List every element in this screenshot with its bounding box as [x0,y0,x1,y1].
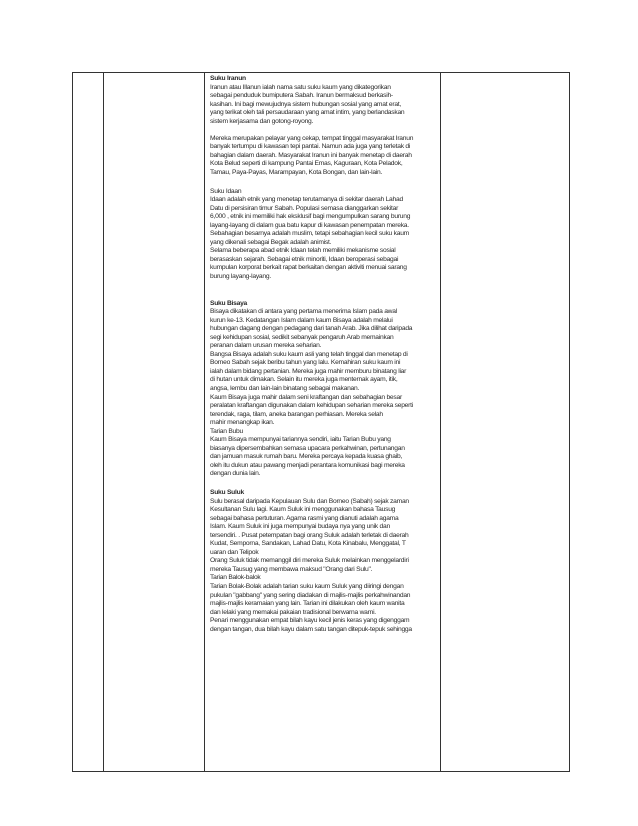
text-line: uaran dan Telipok [210,548,259,556]
section [210,489,495,634]
text-line: Borneo Sabah sejak beribu tahun yang lalu. Kemahiran suku kaum ini [210,359,401,367]
text-line: Kota Belud seperti di kampung Pantai Emas, Kaguraan, Kota Peladok, [210,160,403,168]
text-line: tersendiri. . Pusat petempatan bagi orang Suluk adalah terletak di daerah [210,531,409,539]
table-cell-content [210,75,495,634]
text-line: Sebahagian besarnya adalah muslim, tetapi sebahagian kecil suku kaum [210,230,409,238]
text-line: sistem kerjasama dan gotong-royong. [210,117,314,125]
text-line: kurun ke-13. Kedatangan Islam dalam kaum Bisaya adalah melalui [210,316,393,324]
paragraph [210,135,495,178]
text-line: sebagai bahasa pertuturan. Agama rasmi yang dianuti adalah agama [210,514,399,522]
text-line: banyak tertumpu di kawasan tepi pantai. Namun ada juga yang terletak di [210,143,411,151]
text-line: Islam. Kaum Suluk ini juga mempunyai budaya nya yang unik dan [210,523,390,531]
text-line: oleh itu dukun atau pawang menjadi perantara komunikasi bagi mereka [210,461,405,469]
text-line: Kaum Bisaya juga mahir dalam seni kraftangan dan sebahagian besar [210,393,402,401]
text-line: yang dikenali sebagai Begak adalah animist. [210,238,332,246]
text-line: dengan dunia lain. [210,470,261,478]
text-line: Bisaya dikatakan di antara yang pertama menerima Islam pada awal [210,308,397,316]
text-line: layang-layang di dalam gua batu kapur di kawasan penempatan mereka. [210,221,409,229]
section [210,188,495,282]
text-line: peranan dalam urusan mereka seharian. [210,342,322,350]
column-divider [204,73,205,771]
text-line: sebagai penduduk bumiputera Sabah. Iranun bermaksud berkasih- [210,92,393,100]
text-line: 6,000 , etnik ini memiliki hak eksklusif bagi mengumpulkan sarang burung [210,213,411,221]
document-table [72,72,570,772]
text-line: peralatan kraftangan digunakan dalam kehidupan seharian mereka seperti [210,402,413,410]
section-title: Suku Suluk [210,489,244,497]
text-line: majlis-majlis keramaian yang lain. Tarian ini dilakukan oleh kaum wanita [210,600,405,608]
text-line: Tarian Bubu [210,427,243,435]
text-line: Orang Suluk tidak memanggil diri mereka Suluk melainkan menggelardiri [210,557,409,565]
text-line: kasihan. Ini bagi mewujudnya sistem hubungan sosial yang amat erat, [210,100,402,108]
text-line: dan lelaki yang memakai pakaian tradisional berwarna warni. [210,608,376,616]
text-line: dengan tangan, dua bilah kayu dalam satu tangan ditepuk-tepuk sehingga [210,625,412,633]
text-line: Mereka merupakan pelayar yang cekap, tempat tinggal masyarakat Iranun [210,134,414,142]
text-line: Kaum Bisaya mempunyai tariannya sendiri, iaitu Tarian Bubu yang [210,436,391,444]
paragraph [210,498,495,635]
text-line: Tamau, Paya-Payas, Marampayan, Kota Bongan, dan lain-lain. [210,168,383,176]
text-line: Tarian Balok-balok [210,574,261,582]
text-line: Datu di persisiran timur Sabah. Populasi semasa dianggarkan sekitar [210,204,399,212]
section-title: Suku Iranun [210,75,246,82]
text-line: ialah dalam bidang pertanian. Mereka juga mahir memburu binatang liar [210,367,407,375]
text-line: yang terikat oleh tali persaudaraan yang amat intim, yang berlandaskan [210,109,405,117]
text-line: Tarian Bolak-Bolak adalah tarian suku kaum Suluk yang diiringi dengan [210,583,404,591]
text-line: Selama beberapa abad etnik Idaan telah memiliki mekanisme sosial [210,247,396,255]
text-line: pukulan "gabbang" yang sering diadakan di majlis-majlis perkahwinandan [210,591,411,599]
text-line: angsa, lembu dan lain-lain binatang sebagai makanan. [210,385,360,392]
column-divider [103,73,104,771]
text-line: dan jamuan masuk rumah baru. Mereka percaya kepada kuasa ghaib, [210,453,403,461]
section [210,75,495,178]
text-line: Kesultanan Sulu lagi. Kaum Suluk ini menggunakan bahasa Tausug [210,506,396,514]
text-line: terendak, raga, tilam, aneka barangan perhiasan. Mereka selah [210,410,383,418]
text-line: Iranun atau Illanun ialah nama satu suku kaum yang dikategorikan [210,83,391,91]
section-title: Suku Idaan [210,187,242,195]
text-line: mereka Tausug yang membawa maksud "Orang dari Sulu". [210,565,373,573]
section-title: Suku Bisaya [210,299,248,307]
paragraph [210,196,495,281]
text-line: Idaan adalah etnik yang menetap terutamanya di sekitar daerah Lahad [210,196,403,204]
text-line: Bangsa Bisaya adalah suku kaum asli yang telah tinggal dan menetap di [210,350,408,358]
text-line: mahir menangkap ikan. [210,419,275,427]
paragraph [210,84,495,127]
section [210,300,495,479]
text-line: biasanya dipersembahkan semasa upacara perkahwinan, pertunangan [210,444,405,452]
text-line: di hutan untuk dimakan. Selain itu mereka juga menternak ayam, itik, [210,376,398,384]
text-line: Kudat, Semporna, Sandakan, Lahad Datu, Kota Kinabalu, Menggatal, T [210,540,406,548]
text-line: burung layang-layang. [210,272,271,280]
text-line: hubungan dagang dengan pedagang dari tanah Arab. Jika dilihat daripada [210,325,413,333]
text-line: berasaskan sejarah. Sebagai etnik minoriti, Idaan beroperasi sebagai [210,255,399,263]
paragraph [210,308,495,479]
text-line: segi kehidupan sosial, sedikit sebanyak pengaruh Arab memainkan [210,333,394,341]
text-line: kumpulan korporat berkait rapat berkaitan dengan aktiviti menuai sarang [210,264,407,272]
text-line: Sulu berasal daripada Kepulauan Sulu dan Borneo (Sabah) sejak zaman [210,497,409,505]
text-line: bahagian dalam daerah. Masyarakat Iranun ini banyak menetap di daerah [210,151,412,159]
text-line: Penari menggunakan empat bilah kayu kecil jenis keras yang digenggam [210,617,410,625]
